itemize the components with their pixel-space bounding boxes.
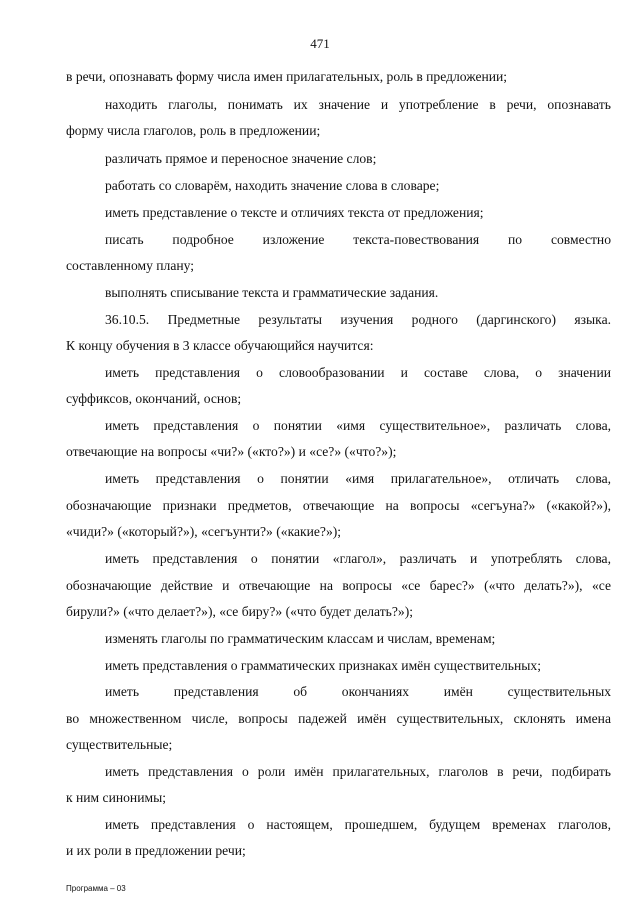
text-line: отвечающие на вопросы «чи?» («кто?») и «се?» («что?»); [66,444,397,459]
text-line: «чиди?» («который?»), «сегъунти?» («какие?»); [66,524,342,539]
text-line: работать со словарём, находить значение слова в словаре; [105,178,440,193]
text-line: и их роли в предложении речи; [66,843,246,858]
text-line: суффиксов, окончаний, основ; [66,391,242,406]
footer-label: Программа – 03 [66,884,126,893]
text-line: форму числа глаголов, роль в предложении; [66,123,321,138]
text-line: к ним синонимы; [66,790,166,805]
text-line: изменять глаголы по грамматическим классам и числам, временам; [105,631,496,646]
text-line: иметь представления о настоящем, прошедшем, будущем временах глаголов, [105,817,611,832]
text-line: иметь представления о словообразовании и составе слова, о значении [105,365,611,380]
text-line: иметь представления о понятии «имя существительное», различать слова, [105,418,611,433]
text-line: иметь представление о тексте и отличиях текста от предложения; [105,205,484,220]
text-line: обозначающие признаки предметов, отвечающие на вопросы «сегъуна?» («какой?»), [66,498,611,513]
text-line: К концу обучения в 3 классе обучающийся научится: [66,338,374,353]
text-line: существительные; [66,737,173,752]
text-line: бирули?» («что делает?»), «се биру?» («что будет делать?»); [66,604,414,619]
section-heading: 36.10.5. Предметные результаты изучения родного (даргинского) языка. [105,312,611,327]
page-number: 471 [310,36,330,51]
text-line: выполнять списывание текста и грамматические задания. [105,285,439,300]
text-line: во множественном числе, вопросы падежей имён существительных, склонять имена [66,711,611,726]
text-line: писать подробное изложение текста-повествования по совместно [105,232,611,247]
text-line: в речи, опознавать форму числа имен прилагательных, роль в предложении; [66,69,508,84]
text-line: иметь представления о роли имён прилагательных, глаголов в речи, подбирать [105,764,611,779]
text-line: иметь представления об окончаниях имён существительных [105,684,611,699]
text-line: различать прямое и переносное значение слов; [105,151,377,166]
text-line: иметь представления о понятии «глагол», различать и употреблять слова, [105,551,611,566]
text-line: обозначающие действие и отвечающие на вопросы «се барес?» («что делать?»), «се [66,578,611,593]
text-line: находить глаголы, понимать их значение и употребление в речи, опознавать [105,97,611,112]
text-line: иметь представления о понятии «имя прилагательное», отличать слова, [105,471,611,486]
text-line: составленному плану; [66,258,195,273]
text-line: иметь представления о грамматических признаках имён существительных; [105,658,541,673]
